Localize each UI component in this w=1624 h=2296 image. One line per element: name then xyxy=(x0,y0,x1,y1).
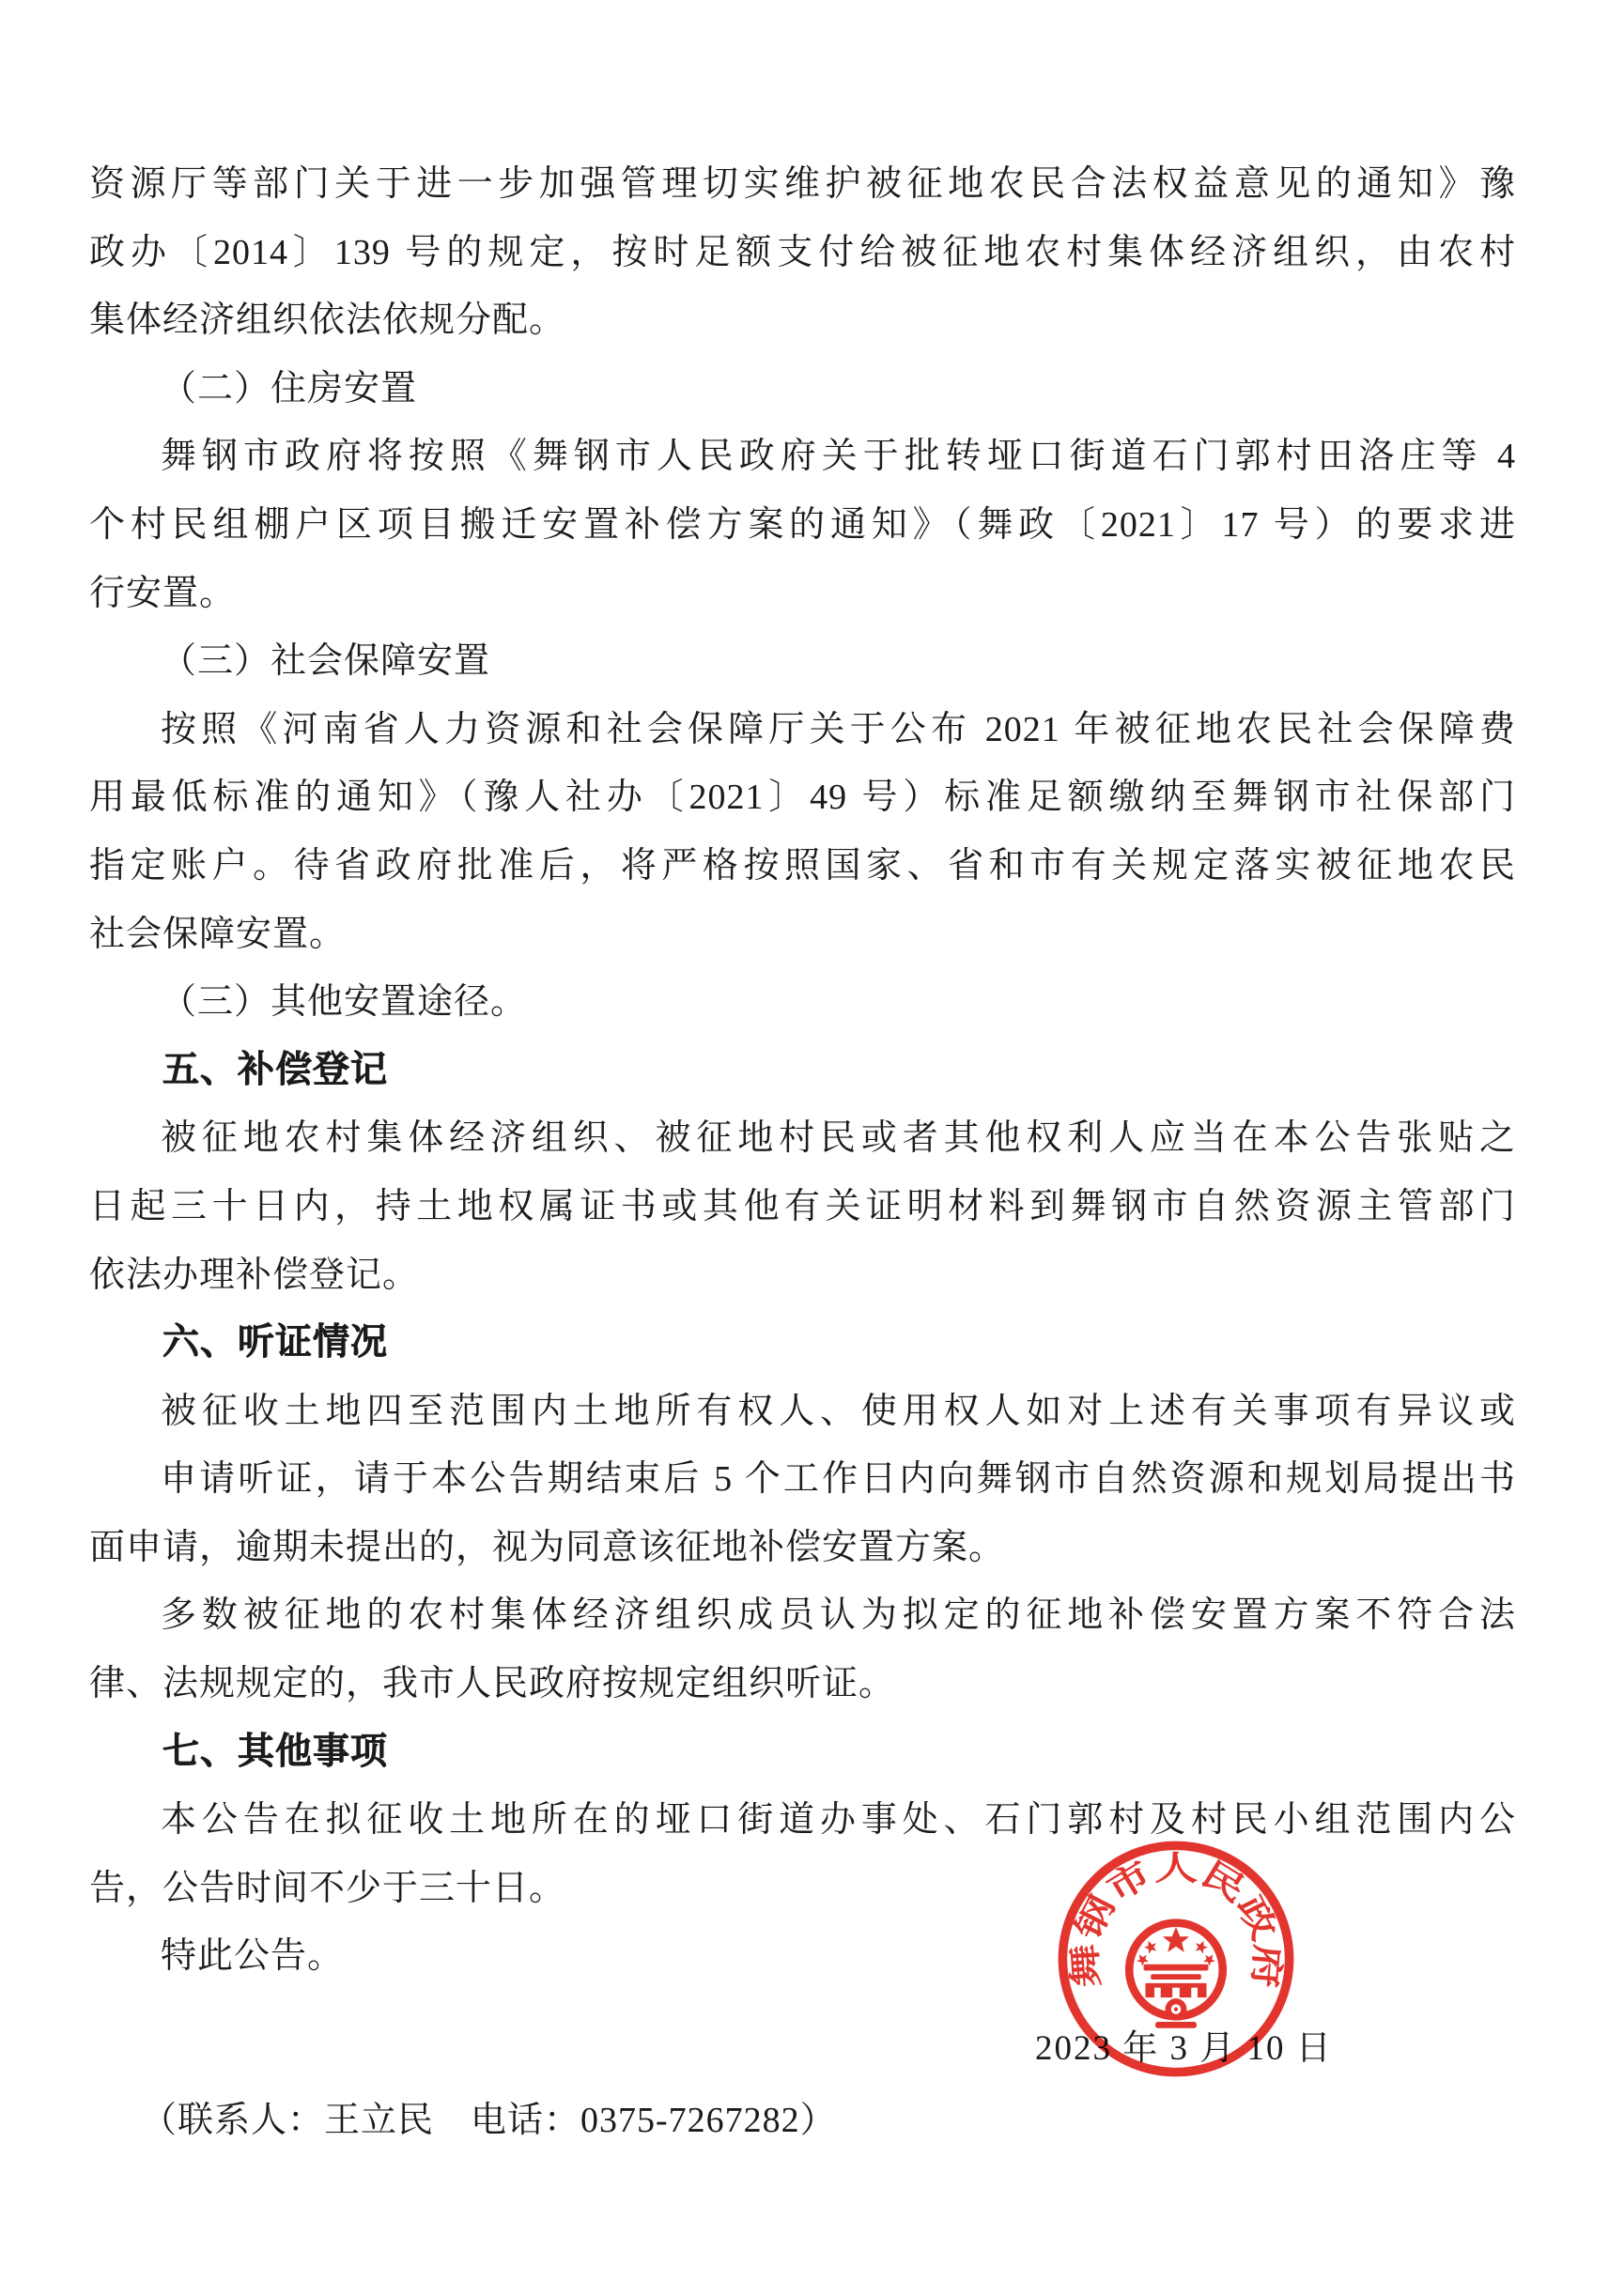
doc-line: 日起三十日内，持土地权属证书或其他有关证明材料到舞钢市自然资源主管部门 xyxy=(89,1186,1516,1226)
doc-line: 舞钢市政府将按照《舞钢市人民政府关于批转垭口街道石门郭村田洛庄等 4 xyxy=(161,437,1516,477)
seal-arc-text: 舞钢市人民政府 xyxy=(1066,1849,1287,1989)
doc-line: 政办〔2014〕139 号的规定，按时足额支付给被征地农村集体经济组织，由农村 xyxy=(89,232,1516,272)
doc-line-hereby-announced: 特此公告。 xyxy=(161,1936,345,1977)
section-heading-other-matters: 七、其他事项 xyxy=(162,1731,389,1772)
subsection-heading-other-resettlement: （三）其他安置途径。 xyxy=(161,982,528,1023)
doc-line: 用最低标准的通知》（豫人社办〔2021〕49 号）标准足额缴纳至舞钢市社保部门 xyxy=(89,778,1516,818)
doc-line: 社会保障安置。 xyxy=(89,914,347,954)
section-heading-hearing: 六、听证情况 xyxy=(162,1322,389,1364)
doc-line: 依法办理补偿登记。 xyxy=(89,1255,420,1295)
doc-line: 行安置。 xyxy=(89,573,237,613)
doc-line: 资源厅等部门关于进一步加强管理切实维护被征地农民合法权益意见的通知》豫 xyxy=(89,164,1516,204)
doc-line: 按照《河南省人力资源和社会保障厅关于公布 2021 年被征地农民社会保障费 xyxy=(161,709,1516,749)
doc-line: 面申请，逾期未提出的，视为同意该征地补偿安置方案。 xyxy=(89,1527,1006,1567)
doc-line: 集体经济组织依法依规分配。 xyxy=(89,300,566,341)
subsection-heading-social-security: （三）社会保障安置 xyxy=(161,641,491,682)
doc-line: 个村民组棚户区项目搬迁安置补偿方案的通知》（舞政〔2021〕17 号）的要求进 xyxy=(89,504,1516,545)
doc-line: 告，公告时间不少于三十日。 xyxy=(89,1868,566,1908)
subsection-heading-housing: （二）住房安置 xyxy=(161,368,418,408)
notice-body xyxy=(89,150,1516,1991)
contact-info-line: （联系人：王立民 电话：0375-7267282） xyxy=(141,2101,837,2140)
doc-line: 多数被征地的农村集体经济组织成员认为拟定的征地补偿安置方案不符合法 xyxy=(161,1595,1516,1636)
issue-date: 2023 年 3 月 10 日 xyxy=(1035,2029,1333,2068)
doc-line: 本公告在拟征收土地所在的垭口街道办事处、石门郭村及村民小组范围内公 xyxy=(161,1800,1516,1841)
doc-line: 申请听证，请于本公告期结束后 5 个工作日内向舞钢市自然资源和规划局提出书 xyxy=(161,1459,1516,1500)
doc-line: 指定账户。待省政府批准后，将严格按照国家、省和市有关规定落实被征地农民 xyxy=(89,845,1516,886)
government-seal-graphic xyxy=(1050,1833,1302,2085)
national-emblem-icon xyxy=(1129,1923,1223,2028)
doc-line: 被征地农村集体经济组织、被征地村民或者其他权利人应当在本公告张贴之 xyxy=(161,1118,1516,1159)
government-seal xyxy=(1050,1833,1302,2085)
doc-line: 律、法规规定的，我市人民政府按规定组织听证。 xyxy=(89,1664,896,1704)
doc-line: 被征收土地四至范围内土地所有权人、使用权人如对上述有关事项有异议或 xyxy=(161,1391,1516,1431)
section-heading-compensation-registration: 五、补偿登记 xyxy=(162,1049,389,1090)
